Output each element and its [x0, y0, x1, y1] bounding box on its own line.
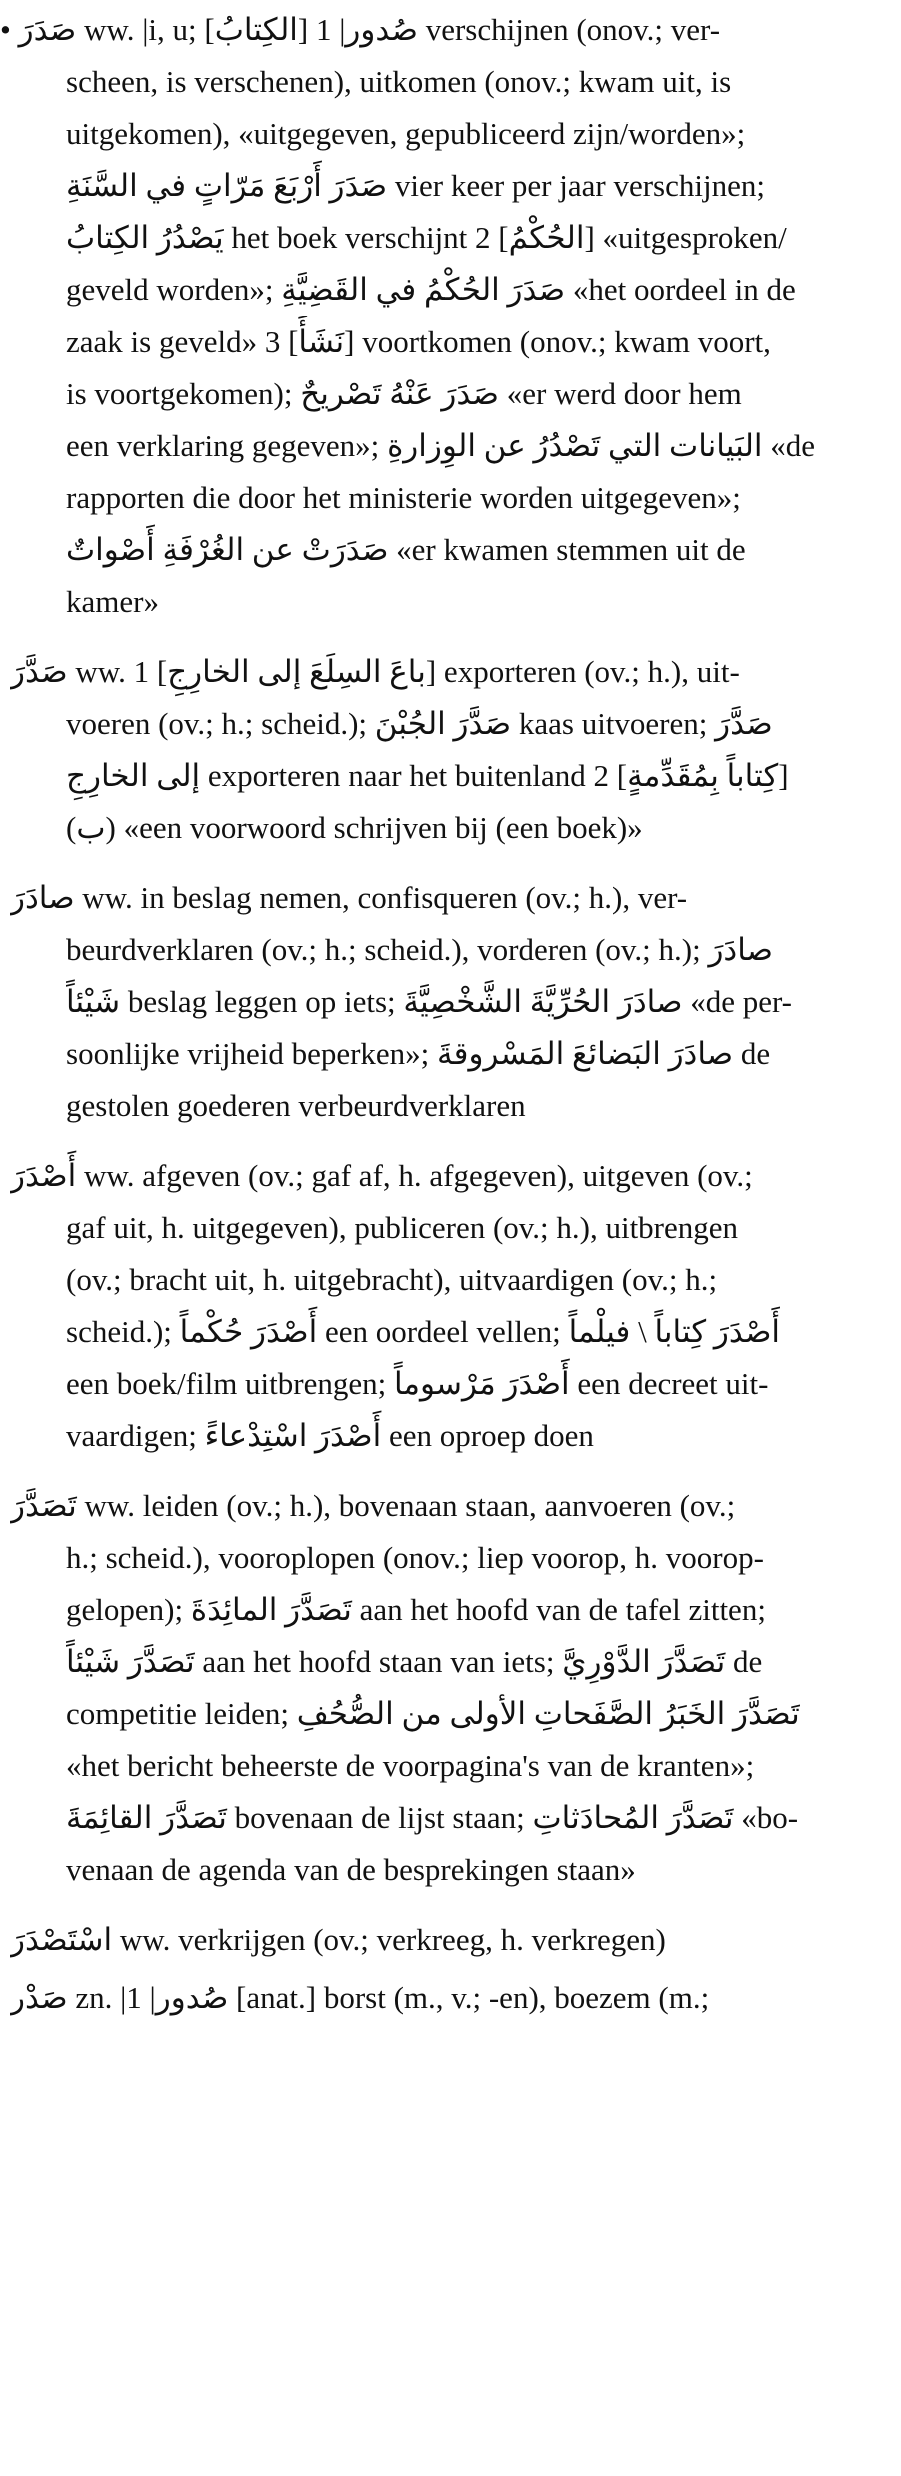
entry-line: h.; scheid.), vooroplopen (onov.; liep voorop, h. voorop- — [66, 1540, 764, 1575]
entry-line: إلى الخارِجِ exporteren naar het buitenland 2 [كِتاباً بِمُقَدِّمةٍ] — [66, 758, 789, 793]
entry-line: uitgekomen), «uitgegeven, gepubliceerd zijn/worden»; — [66, 116, 746, 151]
entry-line: أَصْدَرَ ww. afgeven (ov.; gaf af, h. afgegeven), uitgeven (ov.; — [10, 1158, 753, 1193]
entry-line: scheen, is verschenen), uitkomen (onov.; kwam uit, is — [66, 64, 732, 99]
entry-line: geveld worden»; صَدَرَ الحُكْمُ في القَضِيَّةِ «het oordeel in de — [66, 272, 796, 307]
entry-line: competitie leiden; تَصَدَّرَ الخَبَرُ الصَّفَحاتِ الأولى من الصُّحُفِ — [66, 1696, 800, 1731]
entry-line: kamer» — [66, 584, 159, 619]
entry-line: اسْتَصْدَرَ ww. verkrijgen (ov.; verkreeg, h. verkregen) — [10, 1922, 666, 1957]
entry-line: vaardigen; أَصْدَرَ اسْتِدْعاءً een oproep doen — [66, 1418, 594, 1453]
entry-line: beurdverklaren (ov.; h.; scheid.), vorderen (ov.; h.); صادَرَ — [66, 932, 773, 967]
entry-line: شَيْئاً beslag leggen op iets; صادَرَ الحُرِّيَّةَ الشَّخْصِيَّةَ «de per- — [66, 984, 792, 1019]
entry-line: een verklaring gegeven»; البَيانات التي تَصْدُرُ عن الوِزارةِ «de — [66, 428, 816, 463]
entry-line: zaak is geveld» 3 [نَشَأَ] voortkomen (onov.; kwam voort, — [66, 324, 771, 359]
entry-line: «het bericht beheerste de voorpagina's van de kranten»; — [66, 1748, 755, 1783]
entry-line: صَدْر zn. |صُدور| 1 [anat.] borst (m., v.; -en), boezem (m.; — [10, 1980, 710, 2015]
entry-line: يَصْدُرُ الكِتابُ het boek verschijnt 2 [الحُكْمُ] «uitgesproken/ — [66, 220, 787, 255]
entry-line: تَصَدَّرَ القائِمَةَ bovenaan de lijst staan; تَصَدَّرَ المُحادَثاتِ «bo- — [66, 1800, 799, 1835]
entry-line: • صَدَرَ ww. |i, u; صُدور| 1 [الكِتابُ] verschijnen (onov.; ver- — [0, 12, 721, 47]
entry-line: soonlijke vrijheid beperken»; صادَرَ البَضائعَ المَسْروقةَ de — [66, 1036, 771, 1071]
entry-line: scheid.); أَصْدَرَ حُكْماً een oordeel vellen; أَصْدَرَ كِتاباً \ فيلْماً — [66, 1314, 781, 1349]
entry-line: gaf uit, h. uitgegeven), publiceren (ov.; h.), uitbrengen — [66, 1210, 739, 1245]
entry-line: rapporten die door het ministerie worden uitgegeven»; — [66, 480, 741, 515]
entry-line: صادَرَ ww. in beslag nemen, confisqueren (ov.; h.), ver- — [10, 880, 688, 915]
entry-line: تَصَدَّرَ شَيْئاً aan het hoofd staan van iets; تَصَدَّرَ الدَّوْرِيَّ de — [66, 1644, 763, 1679]
entry-line: is voortgekomen); صَدَرَ عَنْهُ تَصْريحٌ «er werd door hem — [66, 376, 742, 411]
entry-line: (ب) «een voorwoord schrijven bij (een boek)» — [66, 810, 643, 845]
entry-line: venaan de agenda van de besprekingen staan» — [66, 1852, 636, 1887]
entry-line: صَدَرَ أَرْبَعَ مَرّاتٍ في السَّنَةِ vier keer per jaar verschijnen; — [66, 168, 765, 203]
entry-line: gelopen); تَصَدَّرَ المائِدَةَ aan het hoofd van de tafel zitten; — [66, 1592, 766, 1627]
entry-line: voeren (ov.; h.; scheid.); صَدَّرَ الجُبْنَ kaas uitvoeren; صَدَّرَ — [66, 706, 773, 741]
entry-line: een boek/film uitbrengen; أَصْدَرَ مَرْسوماً een decreet uit- — [66, 1366, 769, 1401]
entry-line: (ov.; bracht uit, h. uitgebracht), uitvaardigen (ov.; h.; — [66, 1262, 718, 1297]
entry-line: صَدَّرَ ww. 1 [باعَ السِلَعَ إلى الخارِجِ] exporteren (ov.; h.), uit- — [10, 654, 740, 689]
entry-line: صَدَرَتْ عن الغُرْفَةِ أَصْواتٌ «er kwamen stemmen uit de — [66, 532, 746, 567]
entry-line: gestolen goederen verbeurdverklaren — [66, 1088, 526, 1123]
entry-line: تَصَدَّرَ ww. leiden (ov.; h.), bovenaan staan, aanvoeren (ov.; — [10, 1488, 736, 1523]
